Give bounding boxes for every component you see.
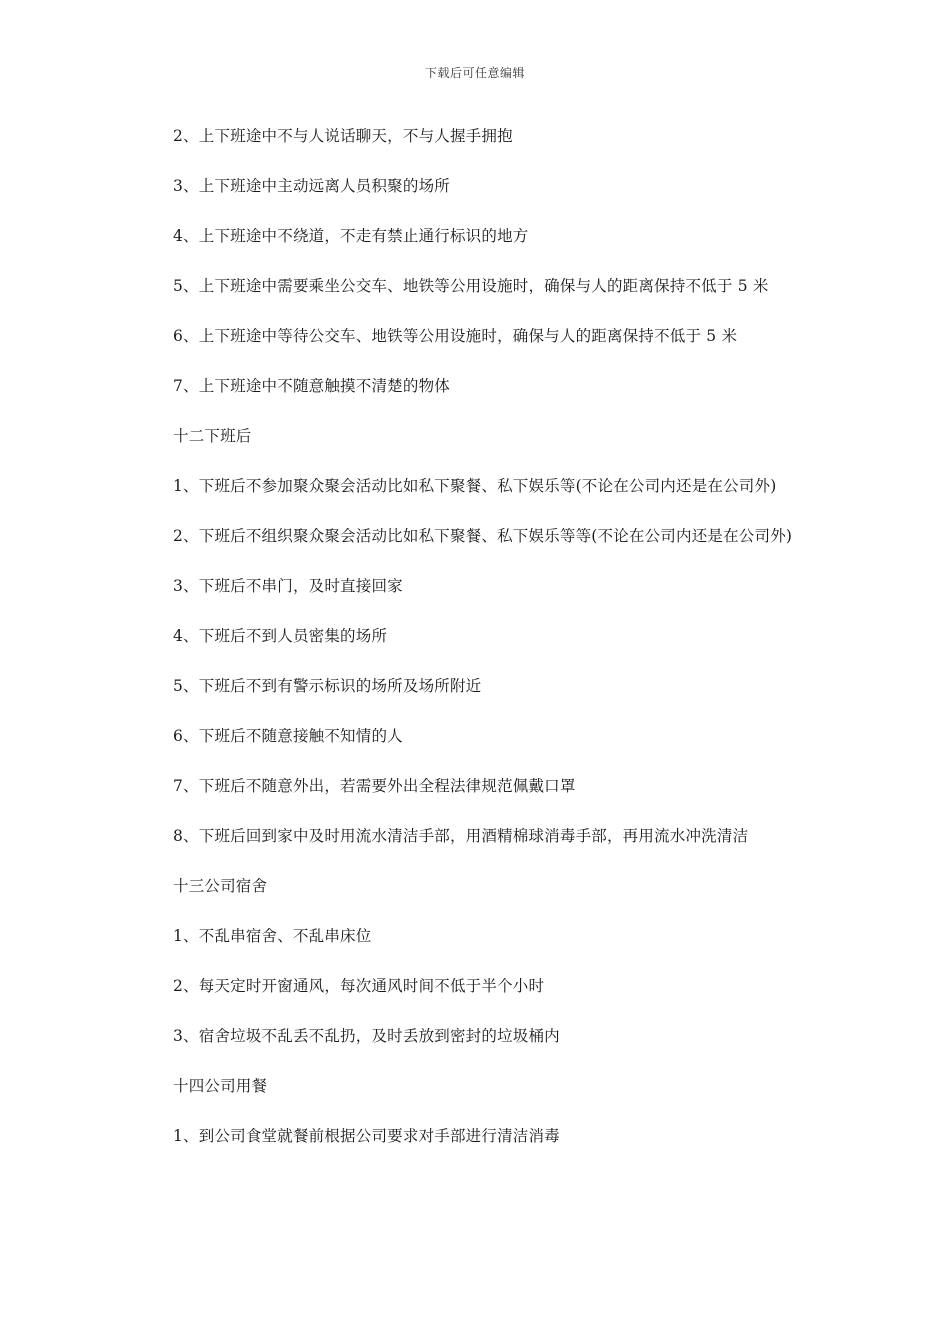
paragraph: 5、上下班途中需要乘坐公交车、地铁等公用设施时，确保与人的距离保持不低于 5 米 (173, 277, 769, 295)
paragraph: 1、到公司食堂就餐前根据公司要求对手部进行清洁消毒 (173, 1127, 560, 1145)
paragraph: 7、下班后不随意外出，若需要外出全程法律规范佩戴口罩 (173, 777, 576, 795)
paragraph: 8、下班后回到家中及时用流水清洁手部，用酒精棉球消毒手部，再用流水冲洗清洁 (173, 827, 749, 845)
page-header: 下载后可任意编辑 (424, 66, 525, 80)
paragraph: 6、下班后不随意接触不知情的人 (173, 727, 403, 745)
paragraph: 3、上下班途中主动远离人员积聚的场所 (173, 177, 450, 195)
section-heading: 十二下班后 (173, 427, 252, 445)
paragraph: 2、下班后不组织聚众聚会活动比如私下聚餐、私下娱乐等等(不论在公司内还是在公司外) (173, 527, 793, 545)
paragraph: 7、上下班途中不随意触摸不清楚的物体 (173, 377, 450, 395)
document-body (140, 124, 812, 1174)
paragraph: 2、每天定时开窗通风，每次通风时间不低于半个小时 (173, 977, 545, 995)
section-heading: 十四公司用餐 (173, 1077, 268, 1095)
paragraph: 4、下班后不到人员密集的场所 (173, 627, 388, 645)
paragraph: 2、上下班途中不与人说话聊天，不与人握手拥抱 (173, 127, 513, 145)
section-heading: 十三公司宿舍 (173, 877, 268, 895)
paragraph: 3、下班后不串门，及时直接回家 (173, 577, 403, 595)
paragraph: 3、宿舍垃圾不乱丢不乱扔，及时丢放到密封的垃圾桶内 (173, 1027, 560, 1045)
paragraph: 5、下班后不到有警示标识的场所及场所附近 (173, 677, 482, 695)
paragraph: 6、上下班途中等待公交车、地铁等公用设施时，确保与人的距离保持不低于 5 米 (173, 327, 738, 345)
paragraph: 4、上下班途中不绕道，不走有禁止通行标识的地方 (173, 227, 529, 245)
paragraph: 1、下班后不参加聚众聚会活动比如私下聚餐、私下娱乐等(不论在公司内还是在公司外) (173, 477, 777, 495)
paragraph: 1、不乱串宿舍、不乱串床位 (173, 927, 372, 945)
